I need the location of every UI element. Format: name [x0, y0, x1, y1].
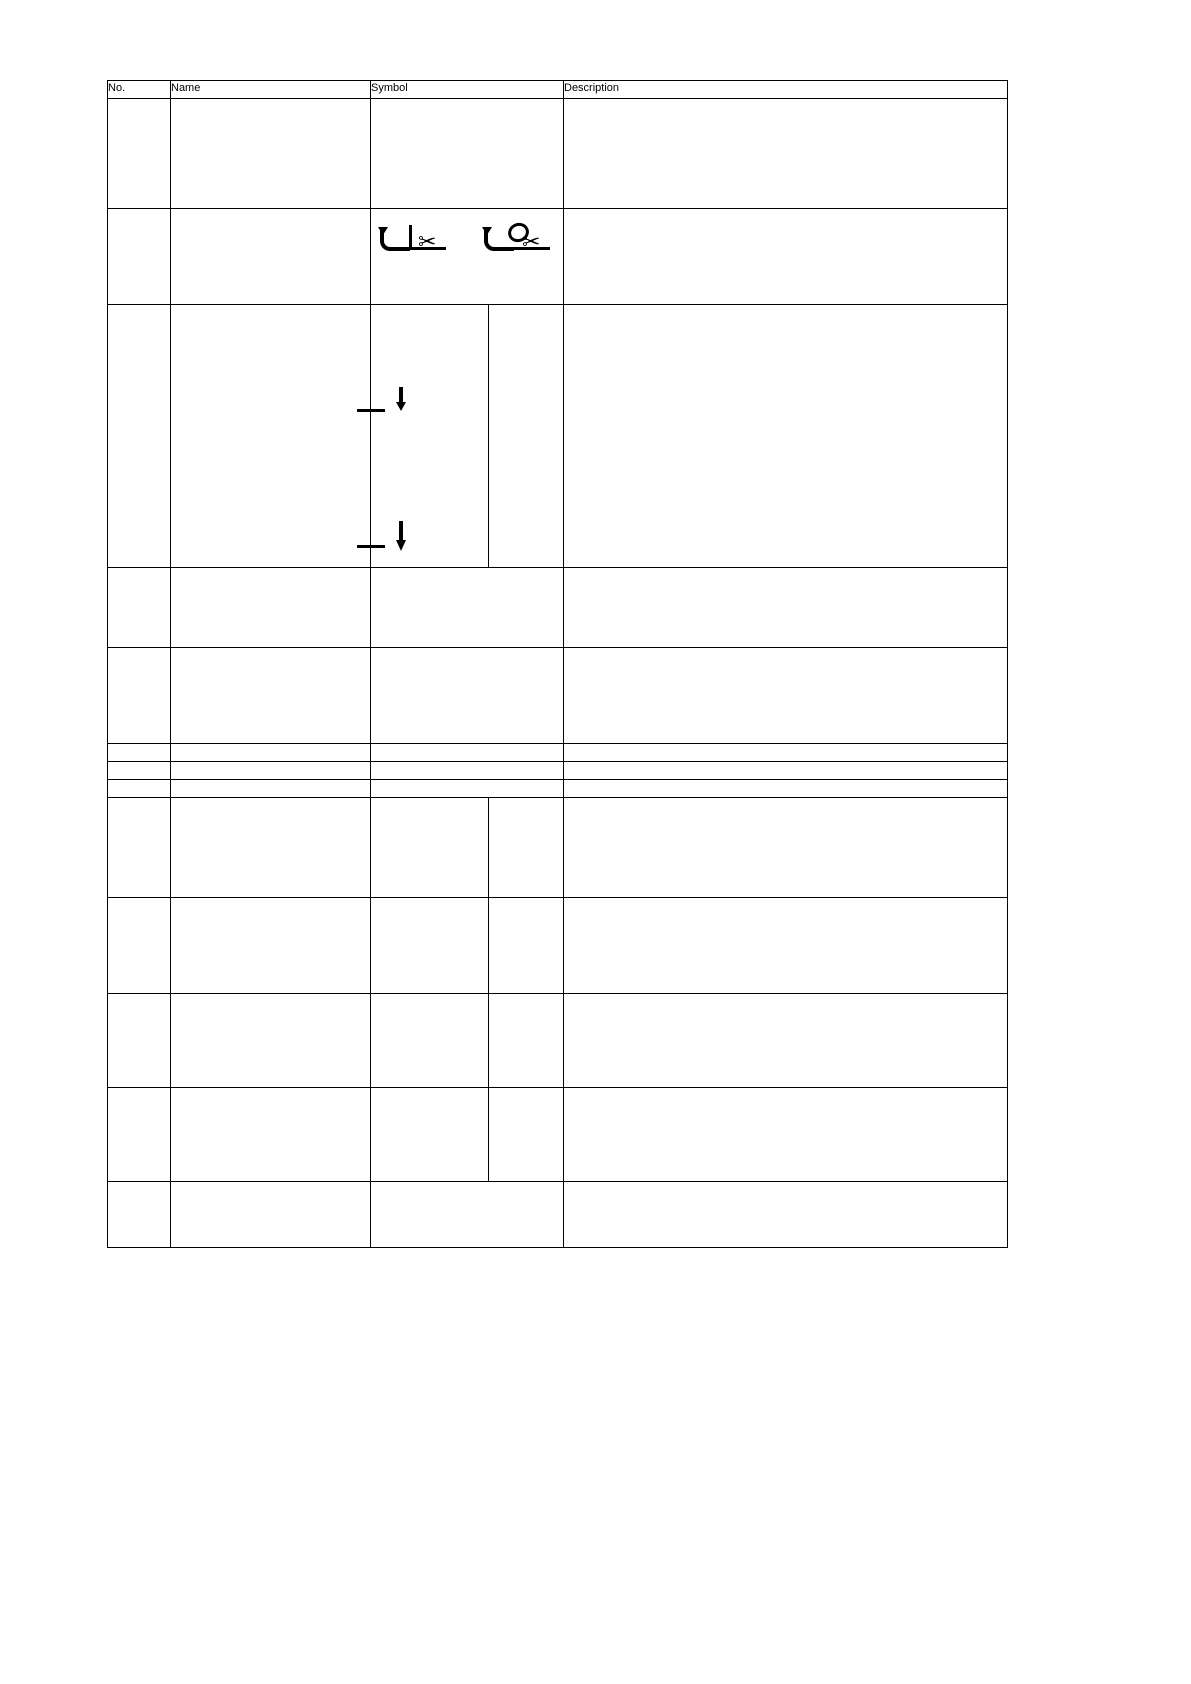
- cell-description: [564, 209, 1008, 305]
- cell-symbol-primary: [371, 798, 489, 898]
- cell-name: [171, 648, 371, 744]
- cell-no: [108, 568, 171, 648]
- cell-description: [564, 744, 1008, 762]
- cell-symbol: [371, 648, 564, 744]
- cell-description: [564, 994, 1008, 1088]
- cell-description: [564, 898, 1008, 994]
- cell-name: [171, 1182, 371, 1248]
- cell-name: [171, 99, 371, 209]
- cell-no: [108, 99, 171, 209]
- cell-name: [171, 762, 371, 780]
- cell-description: [564, 99, 1008, 209]
- cell-symbol-secondary: [489, 305, 564, 568]
- cell-name: [171, 1088, 371, 1182]
- cell-no: [108, 648, 171, 744]
- table-row: [108, 1088, 1008, 1182]
- cell-no: [108, 305, 171, 568]
- specification-table: [107, 80, 1008, 1248]
- cell-description: [564, 1088, 1008, 1182]
- table-row: [108, 99, 1008, 209]
- header-cell-description: Description: [564, 81, 1008, 99]
- cell-symbol-secondary: [489, 1088, 564, 1182]
- cell-no: [108, 744, 171, 762]
- cell-no: [108, 994, 171, 1088]
- cell-description: [564, 305, 1008, 568]
- cell-description: [564, 762, 1008, 780]
- cell-description: [564, 648, 1008, 744]
- cell-name: [171, 209, 371, 305]
- cell-description: [564, 568, 1008, 648]
- header-cell-symbol: Symbol: [371, 81, 564, 99]
- cell-symbol-secondary: [489, 798, 564, 898]
- table-row: [108, 994, 1008, 1088]
- table-row: [108, 780, 1008, 798]
- cell-name: [171, 898, 371, 994]
- table-row: [108, 568, 1008, 648]
- cell-symbol-primary: [371, 305, 489, 568]
- cell-no: [108, 209, 171, 305]
- cell-symbol-icons: [371, 209, 564, 305]
- header-cell-no: No.: [108, 81, 171, 99]
- cell-symbol: [371, 780, 564, 798]
- cell-symbol: [371, 99, 564, 209]
- table-row: [108, 305, 1008, 568]
- cell-symbol: [371, 744, 564, 762]
- cell-name: [171, 994, 371, 1088]
- cell-symbol: [371, 1182, 564, 1248]
- cell-description: [564, 1182, 1008, 1248]
- cell-no: [108, 762, 171, 780]
- cell-description: [564, 798, 1008, 898]
- table-row: [108, 1182, 1008, 1248]
- cell-name: [171, 305, 371, 568]
- cell-symbol-secondary: [489, 994, 564, 1088]
- table-row: [108, 798, 1008, 898]
- table-row: [108, 898, 1008, 994]
- table-row: [108, 209, 1008, 305]
- cell-no: [108, 898, 171, 994]
- cell-name: [171, 780, 371, 798]
- table-header-row: [108, 81, 1008, 99]
- cell-symbol-primary: [371, 898, 489, 994]
- cell-symbol-primary: [371, 994, 489, 1088]
- cell-symbol-secondary: [489, 898, 564, 994]
- header-cell-name: Name: [171, 81, 371, 99]
- table-row: [108, 762, 1008, 780]
- cell-description: [564, 780, 1008, 798]
- thread-trim-icon: ✂: [378, 223, 452, 267]
- cell-symbol-primary: [371, 1088, 489, 1182]
- cell-no: [108, 780, 171, 798]
- cell-name: [171, 744, 371, 762]
- cell-symbol: [371, 762, 564, 780]
- cell-name: [171, 568, 371, 648]
- table-row: [108, 648, 1008, 744]
- cell-name: [171, 798, 371, 898]
- cell-no: [108, 1182, 171, 1248]
- cell-no: [108, 798, 171, 898]
- table-row: [108, 744, 1008, 762]
- cell-symbol: [371, 568, 564, 648]
- thread-trim-with-loop-icon: ✂: [482, 223, 556, 267]
- cell-no: [108, 1088, 171, 1182]
